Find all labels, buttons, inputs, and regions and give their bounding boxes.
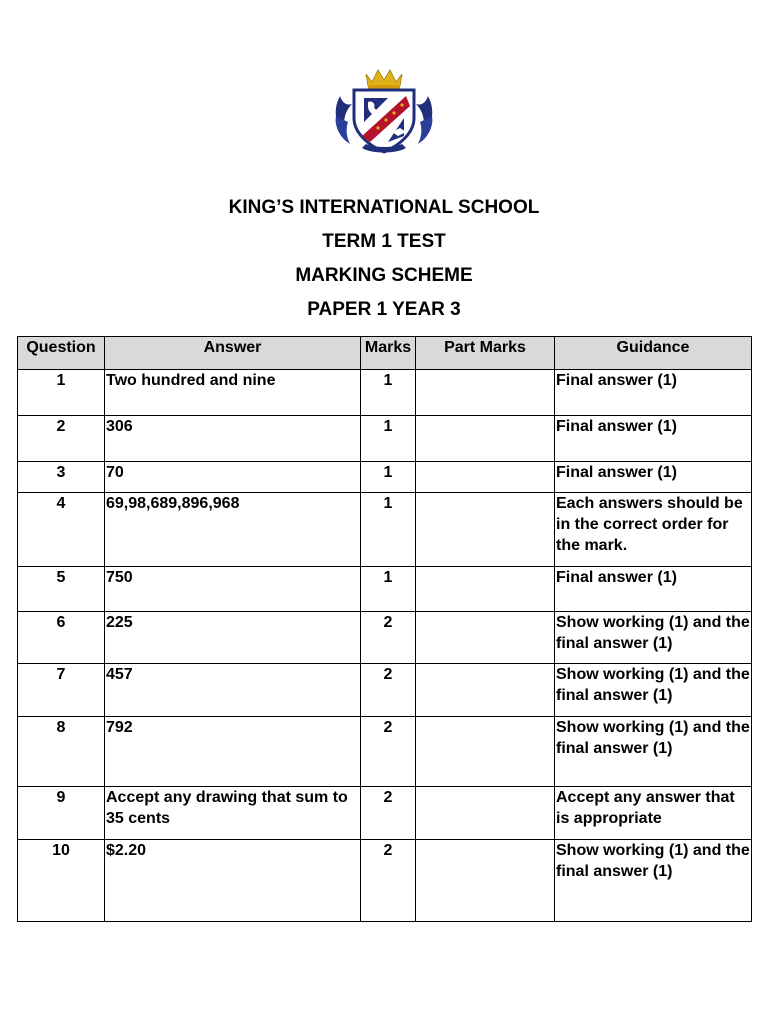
part-marks-cell — [416, 462, 555, 493]
question-number: 4 — [18, 493, 105, 567]
question-number: 9 — [18, 787, 105, 840]
question-number: 5 — [18, 567, 105, 612]
part-marks-cell — [416, 370, 555, 416]
table-row — [18, 493, 752, 567]
answer-cell: Two hundred and nine — [105, 370, 361, 416]
marking-scheme-table — [17, 336, 752, 922]
part-marks-cell — [416, 840, 555, 922]
answer-cell: 457 — [105, 664, 361, 717]
guidance-cell: Show working (1) and the final answer (1) — [555, 612, 752, 664]
answer-cell: Accept any drawing that sum to 35 cents — [105, 787, 361, 840]
table-row — [18, 462, 752, 493]
part-marks-cell — [416, 567, 555, 612]
question-number: 6 — [18, 612, 105, 664]
table-header-row — [18, 337, 752, 370]
question-number: 3 — [18, 462, 105, 493]
part-marks-cell — [416, 612, 555, 664]
table-row — [18, 370, 752, 416]
part-marks-cell — [416, 493, 555, 567]
guidance-cell: Show working (1) and the final answer (1) — [555, 664, 752, 717]
table-row — [18, 717, 752, 787]
guidance-cell: Final answer (1) — [555, 370, 752, 416]
answer-cell: 225 — [105, 612, 361, 664]
guidance-cell: Final answer (1) — [555, 416, 752, 462]
answer-cell: 69,98,689,896,968 — [105, 493, 361, 567]
guidance-cell: Final answer (1) — [555, 462, 752, 493]
table-row — [18, 664, 752, 717]
table-row — [18, 416, 752, 462]
marks-cell: 1 — [361, 567, 416, 612]
guidance-cell: Show working (1) and the final answer (1) — [555, 840, 752, 922]
header-part-marks: Part Marks — [416, 337, 555, 370]
marks-cell: 2 — [361, 840, 416, 922]
question-number: 8 — [18, 717, 105, 787]
test-title: TERM 1 TEST — [322, 231, 446, 252]
document-title: MARKING SCHEME — [295, 265, 473, 286]
marks-cell: 2 — [361, 717, 416, 787]
answer-cell: $2.20 — [105, 840, 361, 922]
answer-cell: 792 — [105, 717, 361, 787]
paper-title: PAPER 1 YEAR 3 — [307, 299, 461, 320]
guidance-cell: Final answer (1) — [555, 567, 752, 612]
guidance-cell: Show working (1) and the final answer (1) — [555, 717, 752, 787]
table-row — [18, 840, 752, 922]
school-name: KING’S INTERNATIONAL SCHOOL — [228, 197, 540, 218]
question-number: 10 — [18, 840, 105, 922]
table-row — [18, 787, 752, 840]
header-answer: Answer — [105, 337, 361, 370]
table-row — [18, 612, 752, 664]
marks-cell: 2 — [361, 787, 416, 840]
header-question: Question — [18, 337, 105, 370]
table-row — [18, 567, 752, 612]
header-marks: Marks — [361, 337, 416, 370]
marks-cell: 2 — [361, 664, 416, 717]
question-number: 2 — [18, 416, 105, 462]
answer-cell: 750 — [105, 567, 361, 612]
question-number: 1 — [18, 370, 105, 416]
marks-cell: 1 — [361, 416, 416, 462]
part-marks-cell — [416, 787, 555, 840]
answer-cell: 70 — [105, 462, 361, 493]
guidance-cell: Accept any answer that is appropriate — [555, 787, 752, 840]
marks-cell: 1 — [361, 462, 416, 493]
question-number: 7 — [18, 664, 105, 717]
marks-cell: 2 — [361, 612, 416, 664]
marks-cell: 1 — [361, 493, 416, 567]
marks-cell: 1 — [361, 370, 416, 416]
part-marks-cell — [416, 717, 555, 787]
part-marks-cell — [416, 664, 555, 717]
part-marks-cell — [416, 416, 555, 462]
answer-cell: 306 — [105, 416, 361, 462]
school-crest-icon — [332, 66, 436, 156]
guidance-cell: Each answers should be in the correct order for the mark. — [555, 493, 752, 567]
header-guidance: Guidance — [555, 337, 752, 370]
